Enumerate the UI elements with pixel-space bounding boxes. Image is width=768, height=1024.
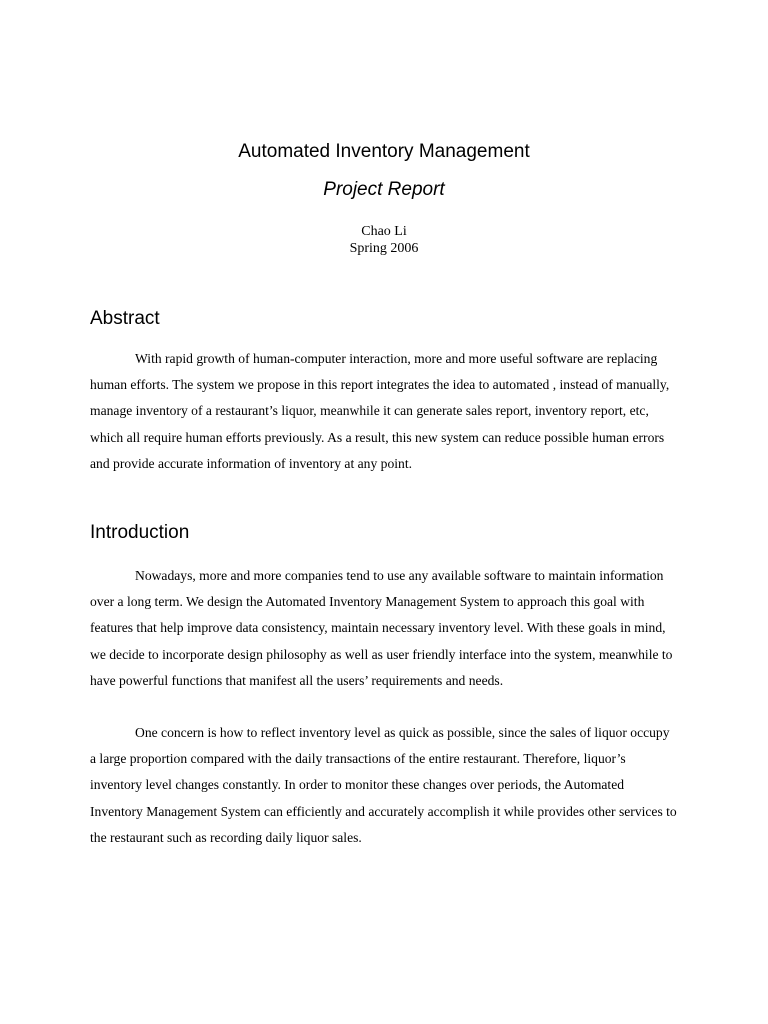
introduction-heading: Introduction (90, 522, 190, 543)
author-name: Chao Li (361, 224, 407, 239)
introduction-paragraph-2: One concern is how to reflect inventory level as quick as possible, since the sales of liquor occupy a large proportion compared with the daily transactions of the entire restaurant. Therefore, liquor’s inventory level changes constantly. In order to monitor these changes over periods, the Automated Inventory Management System can efficiently and accurately accomplish it while provides other services to the restaurant such as recording daily liquor sales. (90, 725, 677, 845)
abstract-paragraph: With rapid growth of human-computer interaction, more and more useful software are replacing human efforts. The system we propose in this report integrates the idea to automated , instead of manually, manage inventory of a restaurant’s liquor, meanwhile it can generate sales report, inventory report, etc, which all require human efforts previously. As a result, this new system can reduce possible human errors and provide accurate information of inventory at any point. (90, 351, 670, 471)
document-title: Automated Inventory Management (238, 141, 530, 162)
document-subtitle: Project Report (323, 179, 445, 200)
document-date: Spring 2006 (349, 241, 419, 256)
abstract-heading: Abstract (90, 308, 160, 329)
introduction-paragraph-1: Nowadays, more and more companies tend to use any available software to maintain information over a long term. We design the Automated Inventory Management System to approach this goal with features that help improve data consistency, maintain necessary inventory level. With these goals in mind, we decide to incorporate design philosophy as well as user friendly interface into the system, meanwhile to have powerful functions that manifest all the users’ requirements and needs. (90, 568, 673, 688)
